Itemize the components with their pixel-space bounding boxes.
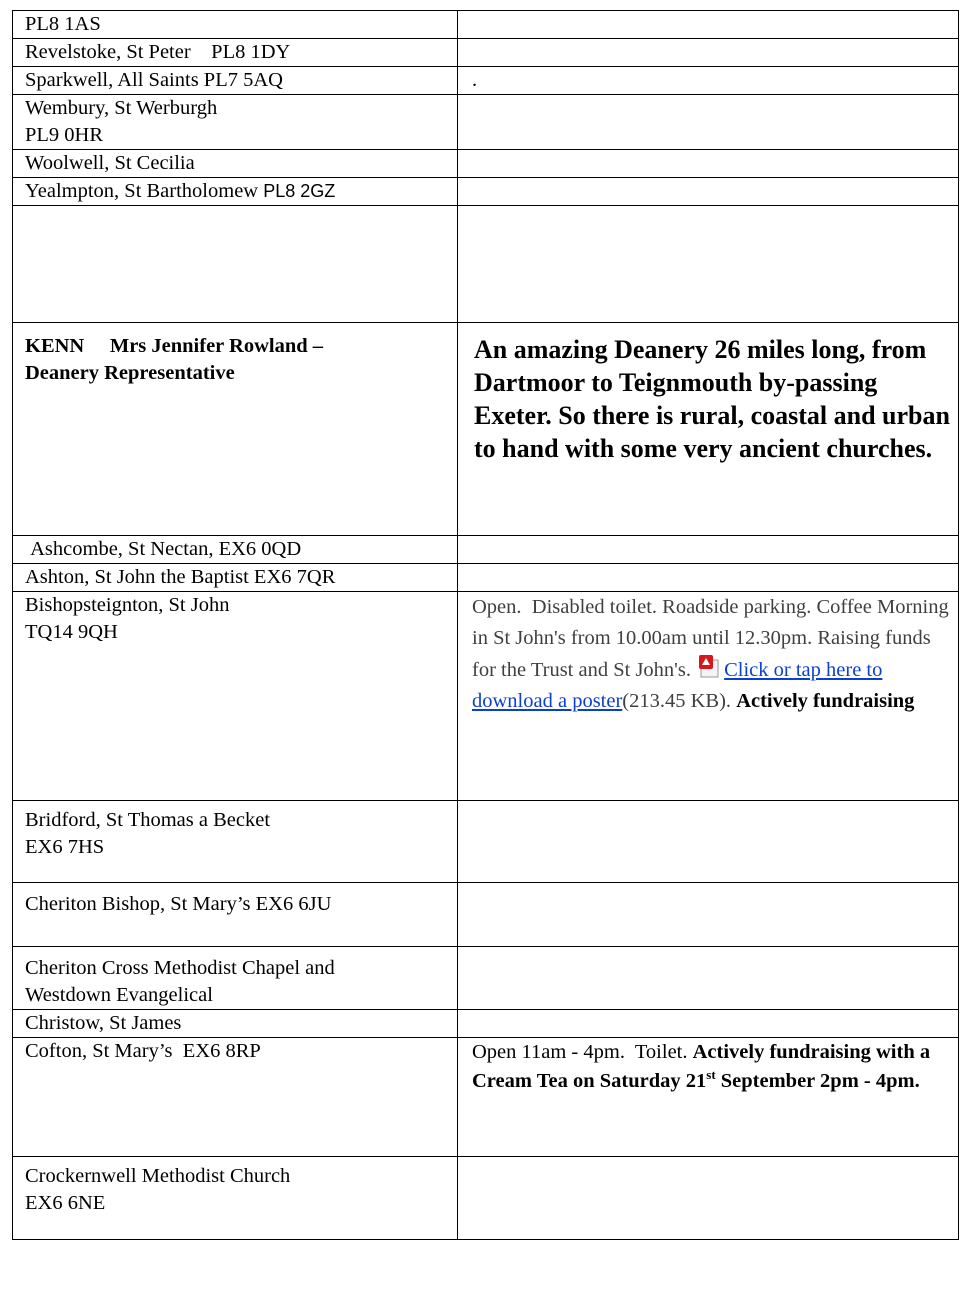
deanery-heading [13, 323, 458, 536]
postcode: PL9 0HR [25, 124, 104, 146]
representative-role: Deanery Representative [25, 362, 235, 384]
church-name-line: Wembury, St Werburgh [25, 97, 218, 119]
file-size: (213.45 KB). [622, 690, 732, 712]
table-row [13, 11, 959, 39]
church-name: Christow, St James [13, 1010, 458, 1038]
table-row [13, 150, 959, 178]
info-cell [458, 11, 959, 39]
church-table [12, 10, 959, 1240]
postcode: TQ14 9QH [25, 621, 118, 643]
church-name: Ashton, St John the Baptist EX6 7QR [13, 564, 458, 592]
info-cell [458, 1157, 959, 1240]
event-text-end: September 2pm - 4pm. [720, 1070, 920, 1092]
table-row [13, 536, 959, 564]
table-row [13, 95, 959, 150]
representative-name: Mrs Jennifer Rowland – [109, 335, 324, 357]
event-text: Actively fundraising with a Cream Tea on Saturday 21 [472, 1041, 931, 1092]
fundraising-status: Actively fundraising [736, 690, 915, 712]
church-name-line: Bishopsteignton, St John [25, 594, 230, 616]
table-row [13, 592, 959, 801]
info-text: Open 11am - 4pm. Toilet. [472, 1041, 688, 1063]
table-row-empty [13, 206, 959, 323]
table-row [13, 67, 959, 95]
church-name [13, 95, 458, 150]
church-name-line: Westdown Evangelical [25, 984, 213, 1006]
empty-cell [13, 206, 458, 323]
table-row [13, 801, 959, 883]
table-row [13, 947, 959, 1010]
info-cell: . [458, 67, 959, 95]
church-name: Cofton, St Mary’s EX6 8RP [13, 1038, 458, 1157]
table-row [13, 1010, 959, 1038]
church-name: Cheriton Bishop, St Mary’s EX6 6JU [13, 883, 458, 947]
church-name [13, 1157, 458, 1240]
info-cell [458, 1010, 959, 1038]
download-poster-link[interactable]: Click or tap here to download a poster [472, 659, 883, 712]
church-name [13, 947, 458, 1010]
table-row [13, 1157, 959, 1240]
table-row [13, 178, 959, 206]
church-name: PL8 1AS [13, 11, 458, 39]
table-row [13, 1038, 959, 1157]
church-name-line: Cheriton Cross Methodist Chapel and [25, 957, 335, 979]
info-cell [458, 536, 959, 564]
info-cell [458, 39, 959, 67]
info-text: Open. Disabled toilet. Roadside parking. Coffee Morning in St John's from 10.00am until 12.30pm. Raising funds for the Trust and St John's. [472, 596, 949, 681]
church-name-line: Bridford, St Thomas a Becket [25, 809, 271, 831]
info-cell [458, 1038, 959, 1157]
ordinal-suffix: st [706, 1067, 716, 1083]
empty-cell [458, 206, 959, 323]
postcode: PL8 2GZ [263, 181, 336, 201]
church-name: Revelstoke, St Peter PL8 1DY [13, 39, 458, 67]
postcode: EX6 7HS [25, 836, 105, 858]
info-cell [458, 564, 959, 592]
deanery-header-row [13, 323, 959, 536]
church-name: Woolwell, St Cecilia [13, 150, 458, 178]
church-name-line: Crockernwell Methodist Church [25, 1165, 291, 1187]
church-name-text: Yealmpton, St Bartholomew [25, 180, 259, 202]
info-cell [458, 883, 959, 947]
table-row [13, 39, 959, 67]
info-cell [458, 95, 959, 150]
church-name [13, 801, 458, 883]
church-name: Sparkwell, All Saints PL7 5AQ [13, 67, 458, 95]
info-cell [458, 150, 959, 178]
postcode: EX6 6NE [25, 1192, 106, 1214]
church-name: Ashcombe, St Nectan, EX6 0QD [13, 536, 458, 564]
info-cell [458, 178, 959, 206]
church-name [13, 178, 458, 206]
deanery-name: KENN [25, 335, 85, 357]
pdf-icon [698, 654, 720, 678]
church-name [13, 592, 458, 801]
table-row [13, 564, 959, 592]
deanery-description: An amazing Deanery 26 miles long, from Dartmoor to Teignmouth by-passing Exeter. So there is rural, coastal and urban to hand with some very ancient churches. [458, 323, 959, 536]
info-cell [458, 801, 959, 883]
info-cell [458, 592, 959, 801]
table-row [13, 883, 959, 947]
info-cell [458, 947, 959, 1010]
